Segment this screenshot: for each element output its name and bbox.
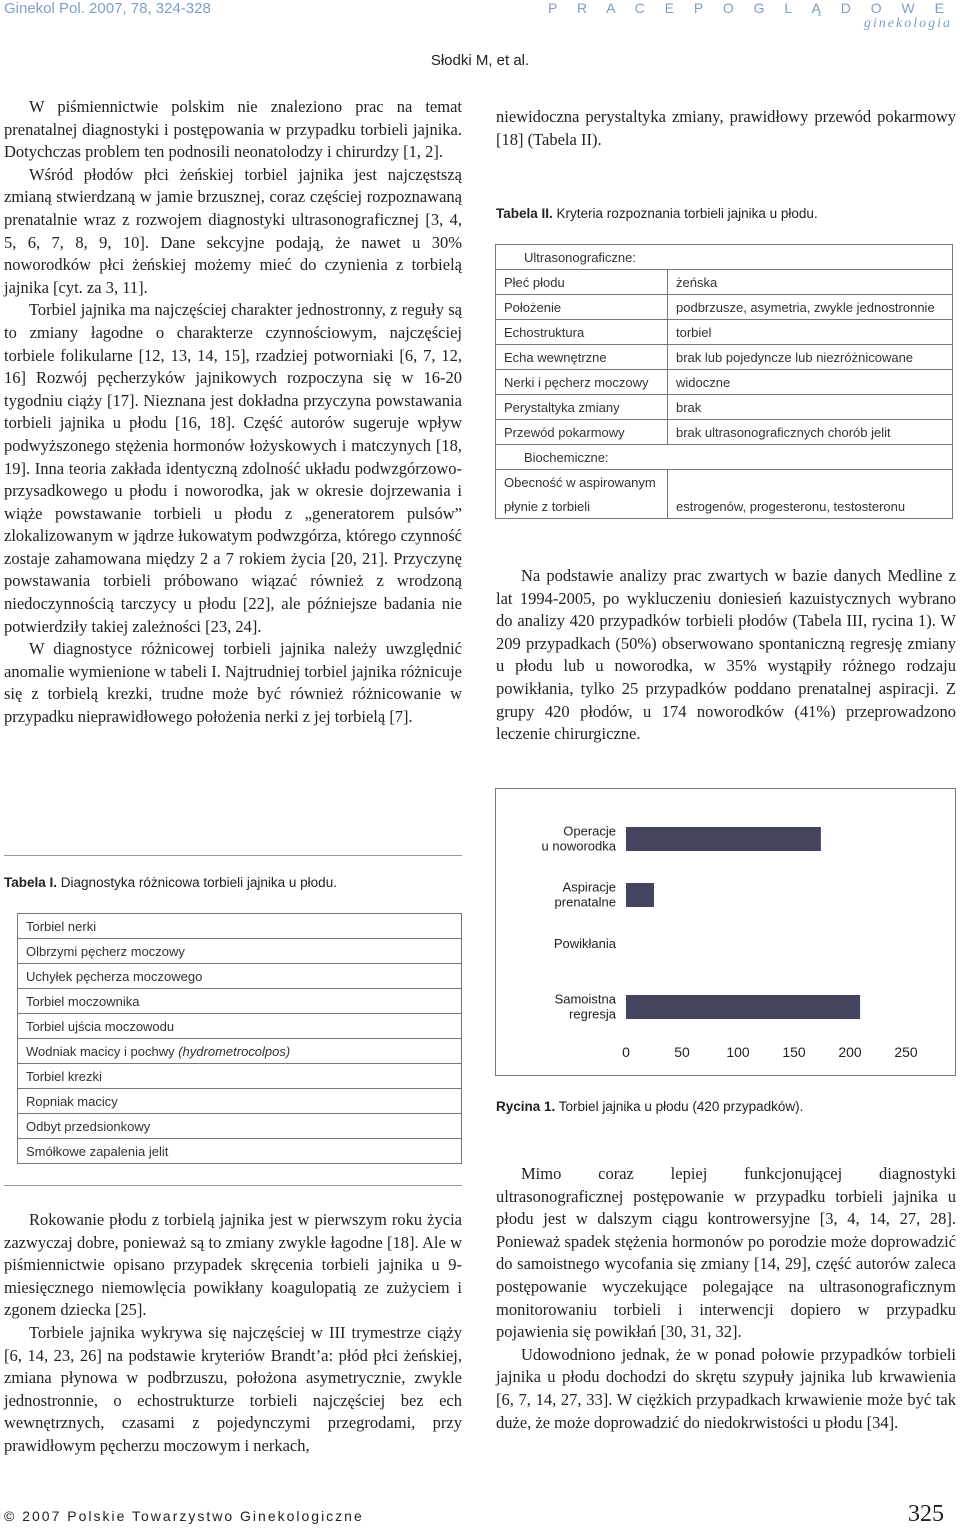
x-tick-label: 200 [838, 1044, 862, 1060]
criterion-label: Echostruktura [496, 320, 668, 345]
table-cell [18, 1014, 462, 1039]
table-2 [495, 244, 953, 519]
bar [626, 883, 654, 907]
criterion-value: brak [668, 395, 953, 420]
criterion-value: brak lub pojedyncze lub niezróżnicowane [668, 345, 953, 370]
table-2-label: Tabela II. [496, 206, 553, 221]
criterion-label: Położenie [496, 295, 668, 320]
paragraph: W piśmiennictwie polskim nie znaleziono prac na temat prenatalnej diagnostyki i postępowania w przypadku torbieli jajnika. Dotychczas problem ten podnosili neonatolodzy i chirurdzy [1, 2]. [4, 97, 462, 162]
criterion-label: Echa wewnętrzne [496, 345, 668, 370]
x-tick-label: 0 [622, 1044, 630, 1060]
table-row [18, 1014, 462, 1039]
running-authors: Słodki M, et al. [430, 52, 530, 69]
category-label [555, 880, 616, 910]
cell-text: Odbyt przedsionkowy [26, 1118, 151, 1134]
table-2-caption [496, 206, 818, 221]
table-2-section-biochemical: Biochemiczne: [496, 445, 953, 470]
category-label [542, 824, 617, 854]
table-cell [18, 939, 462, 964]
table-cell [18, 989, 462, 1014]
bar [626, 995, 860, 1019]
table-row [18, 1089, 462, 1114]
x-tick-label: 50 [674, 1044, 690, 1060]
table-row [18, 989, 462, 1014]
table-row [18, 1114, 462, 1139]
cell-text: Torbiel ujścia moczowodu [26, 1018, 175, 1034]
left-column-text [4, 96, 462, 729]
divider [4, 855, 462, 856]
table-cell [18, 1039, 462, 1064]
journal-reference: Ginekol Pol. 2007, 78, 324-328 [4, 0, 211, 17]
criterion-label: Perystaltyka zmiany [496, 395, 668, 420]
page-number: 325 [908, 1501, 944, 1527]
table-row [18, 964, 462, 989]
criterion-value: widoczne [668, 370, 953, 395]
left-column-text-lower [4, 1209, 462, 1458]
table-row [496, 320, 953, 345]
table-1 [17, 913, 462, 1164]
table-row [18, 914, 462, 939]
cell-text: Uchyłek pęcherza moczowego [26, 968, 203, 984]
category-label-line: u noworodka [541, 838, 616, 854]
cell-text-italic: (hydrometrocolpos) [178, 1043, 291, 1059]
table-1-label: Tabela I. [4, 875, 58, 890]
criterion-value: torbiel [668, 320, 953, 345]
paragraph: Udowodniono jednak, że w ponad połowie przypadków torbieli jajnika u płodu dochodzi do skrętu szypuły jajnika lub krwawienia [6, 7, 14, 27, 33]. W ciężkich przypadkach krwawienie może być tak duże, że może doprowadzić do niedokrwistości u płodu [34]. [496, 1344, 956, 1432]
cell-text: Smółkowe zapalenia jelit [26, 1143, 169, 1159]
cell-text: Torbiel nerki [26, 918, 97, 934]
section-heading [548, 0, 952, 32]
figure-1-caption-text: Torbiel jajnika u płodu (420 przypadków). [558, 1099, 804, 1114]
category-label-line: Samoistna [554, 991, 616, 1007]
paragraph: Torbiel jajnika ma najczęściej charakter jednostronny, z reguły są to zmiany łagodne o charakterze czynnościowym, najczęściej torbiele folikularne [12, 13, 14, 15], rzadziej potworniaki [6, 7, 12, 16] Rozwój pęcherzyków jajnikowych rozpoczyna się w 16-20 tygodniu ciąży [17]. Nieznana jest dokładna przyczyna powstawania torbieli jajnika u płodu [16, 18]. Część autorów sugeruje wpływ podwyższonego stężenia hormonów łożyskowych i matczynych [18, 19]. Inna teoria zakłada identyczną zdolność układu podwzgórzowo-przysadkowego u płodu i noworodka, jak w okresie dojrzewania i wiąże powstawanie torbieli u płodu z „generatorem pulsów” zlokalizowanym w jądrze łukowatym podwzgórza, którego czynność zostaje zahamowana między 2 a 7 rokiem życia [20, 21]. Przyczynę powstawania torbieli próbowano wiązać również z wrodzoną niedoczynnością tarczycy u płodu [22], ale późniejsze badania nie potwierdziły takiej zależności [23, 24]. [4, 300, 462, 636]
criterion-label: Płeć płodu [496, 270, 668, 295]
category-label [555, 992, 617, 1022]
criterion-label: Nerki i pęcherz moczowy [496, 370, 668, 395]
paragraph: niewidoczna perystaltyka zmiany, prawidłowy przewód pokarmowy [18] (Tabela II). [496, 107, 956, 149]
x-tick-label: 250 [894, 1044, 918, 1060]
criterion-label: płynie z torbieli [496, 494, 668, 519]
paragraph: Na podstawie analizy prac zwartych w bazie danych Medline z lat 1994-2005, po wykluczeniu doniesień kazuistycznych wybrano do analizy 420 przypadków torbieli płodów (Tabela III, rycina 1). W 209 przypadkach (50%) obserwowano spontaniczną regresję zmiany u płodu lub u noworodka, w 35% wystąpiły różnego rodzaju powikłania, tylko 25 przypadków poddano prenatalnej aspiracji. Z grupy 420 płodów, u 174 noworodków (41%) przeprowadzono leczenie chirurgiczne. [496, 566, 956, 744]
table-row [18, 1039, 462, 1064]
criterion-label: Obecność w aspirowanym [496, 470, 668, 495]
table-row [18, 1139, 462, 1164]
table-2-caption-text: Kryteria rozpoznania torbieli jajnika u płodu. [556, 206, 818, 221]
section-subtitle: ginekologia [863, 16, 952, 31]
divider [4, 1185, 462, 1186]
section-title: P R A C E P O G L Ą D O W E [547, 0, 952, 16]
copyright-footer: © 2007 Polskie Towarzystwo Ginekologiczne [4, 1508, 364, 1524]
table-cell [18, 1139, 462, 1164]
x-tick-label: 100 [726, 1044, 750, 1060]
paragraph: Rokowanie płodu z torbielą jajnika jest w pierwszym roku życia zazwyczaj dobre, ponieważ są to zmiany zwykle łagodne [18]. Ale w piśmiennictwie opisano przypadek skręcenia torbieli jajnika u 9-miesięcznego niemowlęcia powikłany koagulopatią ze zużyciem i zgonem dziecka [25]. [4, 1210, 462, 1320]
right-column-text-middle [496, 565, 956, 746]
table-row [496, 470, 953, 495]
table-row [18, 1064, 462, 1089]
category-label-line: Powikłania [553, 936, 616, 951]
table-row [496, 420, 953, 445]
figure-1-chart [495, 788, 956, 1076]
table-row [496, 270, 953, 295]
category-label [554, 936, 617, 951]
x-tick-label: 150 [782, 1044, 806, 1060]
table-cell [18, 964, 462, 989]
cell-text: Wodniak macicy i pochwy [26, 1043, 179, 1059]
criterion-value: brak ultrasonograficznych chorób jelit [668, 420, 953, 445]
criterion-label: Przewód pokarmowy [496, 420, 668, 445]
right-column-text-lower [496, 1163, 956, 1434]
table-row [496, 395, 953, 420]
paragraph: W diagnostyce różnicowej torbieli jajnika należy uwzględnić anomalie wymienione w tabeli I. Najtrudniej torbiel jajnika różnicuje się z torbielą krezki, trudne może być również różnicowanie w przypadku nieprawidłowego położenia nerki z jej torbielą [7]. [4, 639, 462, 727]
table-1-caption-text: Diagnostyka różnicowa torbieli jajnika u płodu. [60, 875, 337, 890]
criterion-value: estrogenów, progesteronu, testosteronu [668, 494, 953, 519]
table-row [496, 345, 953, 370]
table-row [18, 939, 462, 964]
table-section-row [496, 445, 953, 470]
table-1-caption [4, 875, 337, 890]
table-cell [18, 1064, 462, 1089]
paragraph: Wśród płodów płci żeńskiej torbiel jajnika jest najczęstszą zmianą stwierdzaną w jamie brzusznej, coraz częściej rozpoznawaną prenatalnie wraz z rozwojem diagnostyki ultrasonograficznej [3, 4, 5, 6, 7, 8, 9, 10]. Dane sekcyjne podają, że nawet u 30% noworodków płci żeńskiej możemy mieć do czynienia z torbielą jajnika [cyt. za 3, 11]. [4, 164, 462, 297]
paragraph: Torbiele jajnika wykrywa się najczęściej w III trymestrze ciąży [6, 14, 23, 26] na podstawie kryteriów Brandt’a: płód płci żeńskiej, zmiana płynowa w podbrzuszu, położona asymetrycznie, zwykle jednostronnie, o echostrukturze torbieli najczęściej bez ech wewnętrznych, czasami z pojedynczymi przegrodami, przy prawidłowym pęcherzu moczowym i nerkach, [4, 1322, 462, 1455]
figure-1-label: Rycina 1. [496, 1099, 556, 1114]
category-label-line: prenatalne [554, 894, 616, 910]
right-column-text-top [496, 106, 956, 151]
table-cell [18, 1089, 462, 1114]
criterion-value [668, 470, 953, 495]
criterion-value: żeńska [668, 270, 953, 295]
cell-text: Torbiel krezki [26, 1068, 102, 1084]
cell-text: Olbrzymi pęcherz moczowy [26, 943, 185, 959]
table-cell [18, 914, 462, 939]
category-label-line: regresja [569, 1006, 616, 1022]
cell-text: Torbiel moczownika [26, 993, 140, 1009]
bar [626, 827, 821, 851]
figure-1-caption [496, 1099, 803, 1114]
category-label-line: Operacje [563, 823, 616, 839]
table-row [496, 370, 953, 395]
category-label-line: Aspiracje [562, 879, 616, 895]
table-row [496, 295, 953, 320]
paragraph: Mimo coraz lepiej funkcjonującej diagnostyki ultrasonograficznej postępowanie w przypadku torbieli jajnika u płodu jest w dalszym ciągu kontrowersyjne [3, 4, 14, 27, 28]. Ponieważ spadek stężenia hormonów po porodzie może doprowadzić do samoistnego wycofania się zmiany [14, 29], część autorów zaleca postępowanie wyczekujące polegające na ultrasonograficznym monitorowaniu torbieli i interwencji dopiero w przypadku pojawienia się powikłań [30, 31, 32]. [496, 1164, 956, 1342]
cell-text: Ropniak macicy [26, 1093, 118, 1109]
table-cell [18, 1114, 462, 1139]
criterion-value: podbrzusze, asymetria, zwykle jednostronnie [668, 295, 953, 320]
table-2-section-ultrasound: Ultrasonograficzne: [496, 245, 953, 270]
bar-chart [496, 789, 955, 1075]
table-row [496, 494, 953, 519]
